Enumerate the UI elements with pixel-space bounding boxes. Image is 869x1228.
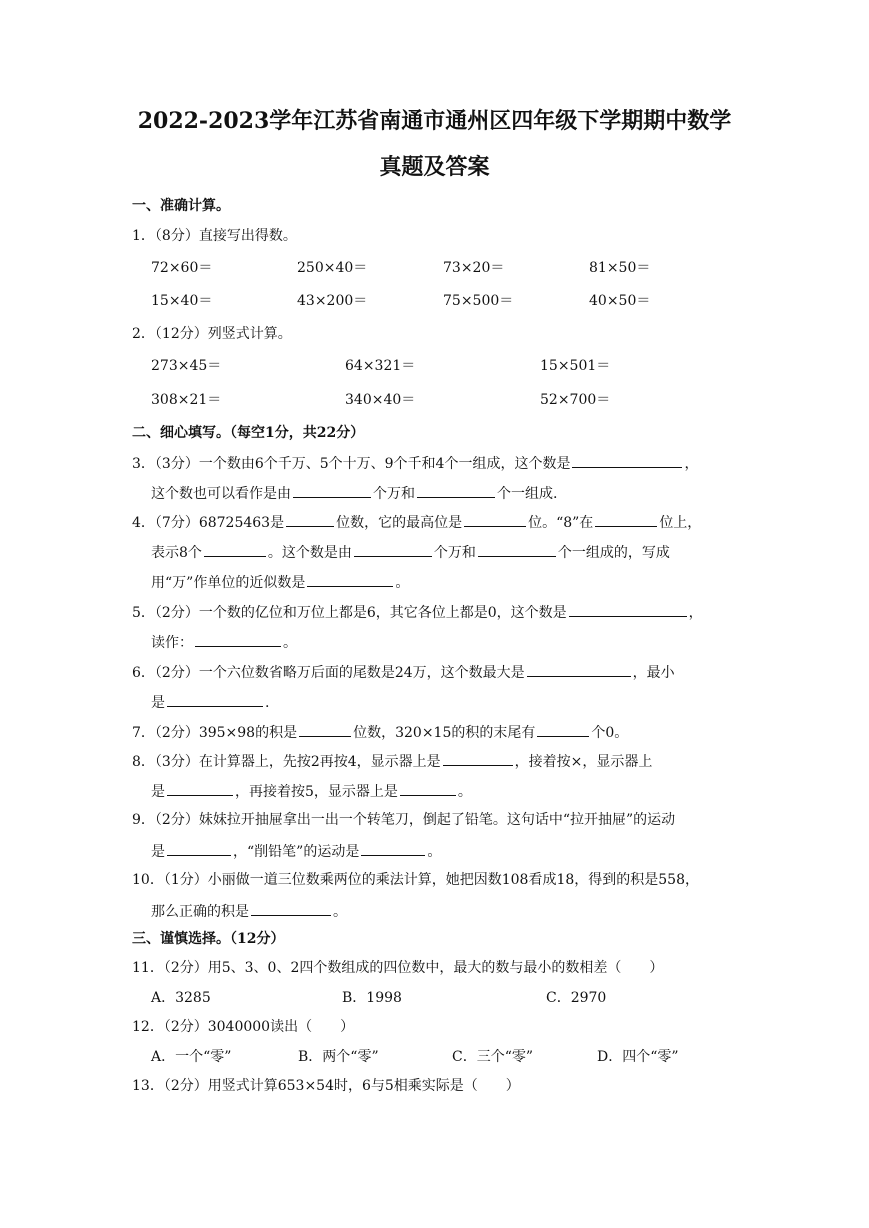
answer-blank[interactable] <box>293 482 371 498</box>
question-3-line1: 3．（3分）一个数由6个千万、5个十万、9个千和4个一组成，这个数是 ， <box>132 452 698 474</box>
answer-blank[interactable] <box>204 541 266 557</box>
question-6-line2: 是 . <box>151 691 269 713</box>
answer-blank[interactable] <box>307 571 393 587</box>
option-a[interactable]: A．3285 <box>151 990 211 1006</box>
answer-blank[interactable] <box>478 541 556 557</box>
question-12-stem: 12．（2分）3040000读出（ ） <box>132 1019 355 1035</box>
answer-blank[interactable] <box>195 631 281 647</box>
answer-blank[interactable] <box>167 691 263 707</box>
section-heading-3: 三、谨慎选择。（12分） <box>132 931 285 947</box>
option-c[interactable]: C．三个“零” <box>452 1049 534 1065</box>
doc-title-line1: 2022-2023学年江苏省南通市通州区四年级下学期期中数学 <box>137 108 732 134</box>
q2-item: 15×501＝ <box>540 358 611 374</box>
q1-item: 75×500＝ <box>443 293 514 309</box>
q2-item: 308×21＝ <box>151 392 222 408</box>
q2-item: 52×700＝ <box>540 392 611 408</box>
answer-blank[interactable] <box>400 780 456 796</box>
option-b[interactable]: B．两个“零” <box>298 1049 379 1065</box>
answer-blank[interactable] <box>537 721 589 737</box>
q1-item: 72×60＝ <box>151 260 213 276</box>
question-4-line2: 表示8个 。这个数是由 个万和 个一组成的，写成 <box>151 541 670 563</box>
answer-blank[interactable] <box>354 541 432 557</box>
q1-item: 73×20＝ <box>443 260 505 276</box>
question-3-line2: 这个数也可以看作是由 个万和 个一组成. <box>151 482 557 504</box>
question-11-stem: 11．（2分）用5、3、0、2四个数组成的四位数中，最大的数与最小的数相差（ ） <box>132 960 664 976</box>
doc-title-line2: 真题及答案 <box>379 154 490 180</box>
option-c[interactable]: C．2970 <box>546 990 607 1006</box>
answer-blank[interactable] <box>464 511 526 527</box>
section-heading-2: 二、细心填写。（每空1分，共22分） <box>132 425 365 441</box>
option-a[interactable]: A．一个“零” <box>151 1049 232 1065</box>
answer-blank[interactable] <box>595 511 657 527</box>
q1-item: 43×200＝ <box>297 293 368 309</box>
q1-item: 250×40＝ <box>297 260 368 276</box>
answer-blank[interactable] <box>167 780 233 796</box>
question-9-line2: 是 ，“削铅笔”的运动是 。 <box>151 840 441 862</box>
answer-blank[interactable] <box>417 482 495 498</box>
question-8-line2: 是 ，再接着按5，显示器上是 。 <box>151 780 472 802</box>
question-6-line1: 6．（2分）一个六位数省略万后面的尾数是24万，这个数最大是 ，最小 <box>132 661 675 683</box>
question-10-line2: 那么正确的积是 。 <box>151 900 347 922</box>
question-5-line1: 5．（2分）一个数的亿位和万位上都是6，其它各位上都是0，这个数是 ， <box>132 601 703 623</box>
q1-item: 81×50＝ <box>589 260 651 276</box>
q1-item: 15×40＝ <box>151 293 213 309</box>
answer-blank[interactable] <box>299 721 351 737</box>
answer-blank[interactable] <box>251 900 331 916</box>
q2-item: 64×321＝ <box>345 358 416 374</box>
answer-blank[interactable] <box>572 452 682 468</box>
answer-blank[interactable] <box>569 601 687 617</box>
question-13-stem: 13．（2分）用竖式计算653×54时，6与5相乘实际是（ ） <box>132 1078 520 1094</box>
question-1-stem: 1．（8分）直接写出得数。 <box>132 228 297 244</box>
q1-item: 40×50＝ <box>589 293 651 309</box>
question-9-line1: 9．（2分）妹妹拉开抽屉拿出一出一个转笔刀，倒起了铅笔。这句话中“拉开抽屉”的运动 <box>132 812 676 828</box>
answer-blank[interactable] <box>361 840 425 856</box>
q2-item: 273×45＝ <box>151 358 222 374</box>
answer-blank[interactable] <box>443 750 513 766</box>
answer-blank[interactable] <box>286 511 334 527</box>
question-4-line3: 用“万”作单位的近似数是 。 <box>151 571 409 593</box>
question-10-line1: 10．（1分）小丽做一道三位数乘两位的乘法计算，她把因数108看成18，得到的积是558， <box>132 872 699 888</box>
question-4-line1: 4．（7分）68725463是 位数，它的最高位是 位。“8”在 位上， <box>132 511 701 533</box>
option-d[interactable]: D．四个“零” <box>597 1049 679 1065</box>
section-heading-1: 一、准确计算。 <box>132 198 230 214</box>
q2-item: 340×40＝ <box>345 392 416 408</box>
question-2-stem: 2．（12分）列竖式计算。 <box>132 326 292 342</box>
question-8-line1: 8．（3分）在计算器上，先按2再按4，显示器上是 ，接着按×，显示器上 <box>132 750 652 772</box>
answer-blank[interactable] <box>527 661 631 677</box>
option-b[interactable]: B．1998 <box>342 990 402 1006</box>
question-7: 7．（2分）395×98的积是 位数，320×15的积的末尾有 个0。 <box>132 721 628 743</box>
answer-blank[interactable] <box>167 840 231 856</box>
question-5-line2: 读作： 。 <box>151 631 297 653</box>
